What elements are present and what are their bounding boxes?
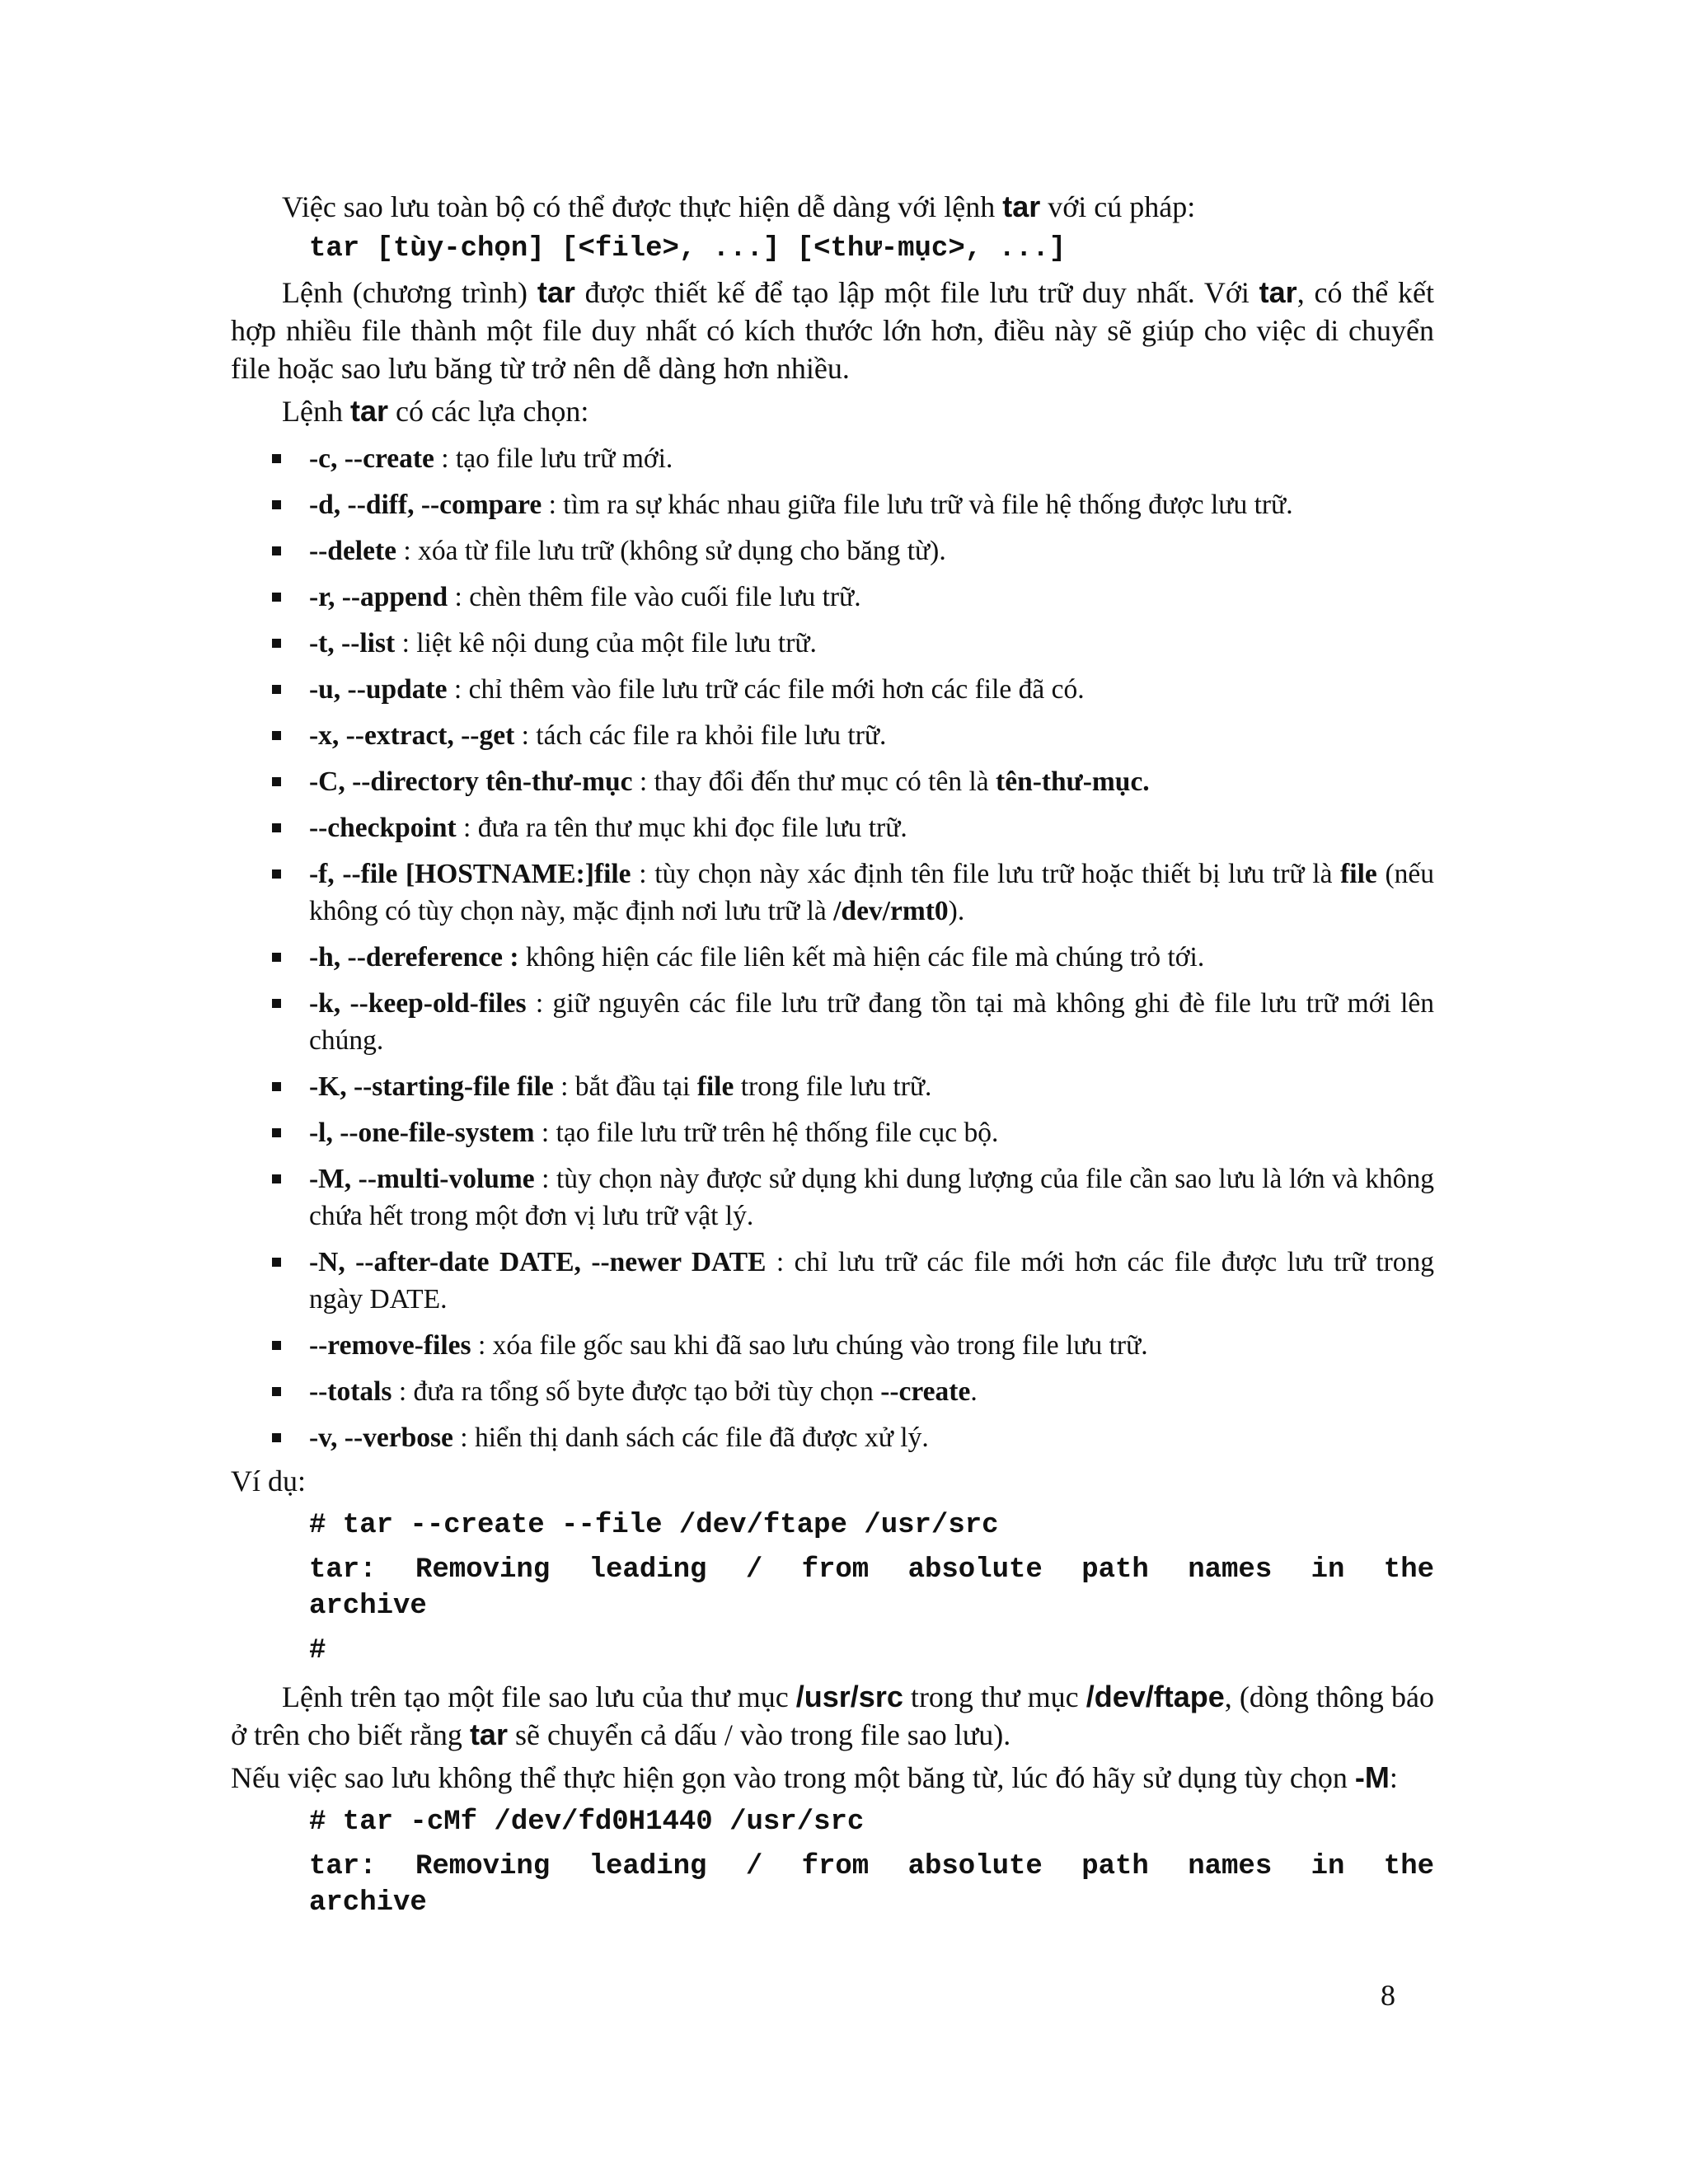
option-description: ). <box>948 896 965 926</box>
code-block-2 <box>309 1805 1434 1920</box>
code-message-wrap: archive <box>309 1591 427 1622</box>
option-description: : tạo file lưu trữ mới. <box>434 443 673 474</box>
option-name: -N, --after-date DATE, --newer DATE <box>309 1247 767 1277</box>
option-item <box>231 532 1434 569</box>
option-description: : liệt kê nội dung của một file lưu trữ. <box>395 628 817 658</box>
option-item <box>231 486 1434 523</box>
bullet-icon <box>272 454 281 463</box>
option-item <box>231 625 1434 662</box>
text-run: Lệnh <box>282 395 350 428</box>
option-name: file <box>696 1071 734 1102</box>
option-item <box>231 717 1434 754</box>
code-prompt: # <box>309 1635 326 1666</box>
option-name: /dev/rmt0 <box>833 896 949 926</box>
code-block-1 <box>309 1508 1434 1668</box>
options-list <box>231 440 1434 1456</box>
path-text: /usr/src <box>795 1680 903 1713</box>
code-word: path <box>1081 1851 1149 1882</box>
option-description: : bắt đầu tại <box>553 1071 697 1102</box>
page-number: 8 <box>1381 1979 1395 2012</box>
text-run: Lệnh trên tạo một file sao lưu của thư mục <box>282 1680 796 1713</box>
option-name: -h, --dereference : <box>309 942 519 972</box>
code-word: leading <box>588 1851 707 1882</box>
code-message <box>309 1849 1434 1884</box>
option-item <box>231 855 1434 930</box>
option-description: : tạo file lưu trữ trên hệ thống file cục bộ. <box>534 1118 999 1148</box>
option-description: trong file lưu trữ. <box>734 1071 932 1102</box>
syntax-line: tar [tùy-chọn] [<file>, ...] [<thư-mục>, ...] <box>309 233 1067 265</box>
text-run: Nếu việc sao lưu không thể thực hiện gọn vào trong một băng từ, lúc đó hãy sử dụng tùy chọn <box>231 1761 1355 1794</box>
text-run: , (dòng thông báo ở trên cho biết rằng <box>231 1680 1434 1751</box>
path-text: /dev/ftape <box>1085 1680 1225 1713</box>
text-run: Lệnh (chương trình) <box>282 276 537 309</box>
code-word: path <box>1081 1554 1149 1586</box>
option-description: : tìm ra sự khác nhau giữa file lưu trữ và file hệ thống được lưu trữ. <box>542 490 1293 520</box>
text-run: : <box>1389 1761 1398 1794</box>
document-page <box>231 188 1434 1930</box>
option-description: (nếu không có tùy chọn này, mặc định nơi lưu trữ là <box>309 859 1434 926</box>
option-name: -u, --update <box>309 674 448 705</box>
option-name: --create <box>880 1376 971 1407</box>
bullet-icon <box>272 953 281 962</box>
bullet-icon <box>272 869 281 879</box>
option-name: tên-thư-mục. <box>996 766 1150 797</box>
option-name: --totals <box>309 1376 392 1407</box>
option-name: --checkpoint <box>309 813 457 843</box>
option-name: -k, --keep-old-files <box>309 988 527 1019</box>
option-name: -M <box>1354 1760 1390 1794</box>
command-name: tar <box>349 394 388 428</box>
bullet-icon <box>272 1174 281 1183</box>
bullet-icon <box>272 1128 281 1137</box>
option-name: -t, --list <box>309 628 396 658</box>
text-run: sẽ chuyển cả dấu / vào trong file sao lưu). <box>507 1718 1011 1751</box>
code-word: leading <box>588 1554 707 1586</box>
text-run: có các lựa chọn: <box>388 395 589 428</box>
code-word: from <box>801 1851 870 1882</box>
option-name: --delete <box>309 536 397 566</box>
option-name: -v, --verbose <box>309 1422 453 1453</box>
option-name: -c, --create <box>309 443 434 474</box>
code-word: names <box>1188 1554 1273 1586</box>
bullet-icon <box>272 999 281 1008</box>
multivolume-paragraph <box>231 1759 1434 1797</box>
bullet-icon <box>272 777 281 786</box>
option-item <box>231 1244 1434 1318</box>
option-description: : đưa ra tên thư mục khi đọc file lưu trữ. <box>456 813 907 843</box>
text-run: trong thư mục <box>903 1680 1086 1713</box>
option-name: -C, --directory tên-thư-mục <box>309 766 633 797</box>
option-name: -d, --diff, --compare <box>309 490 542 520</box>
code-word: in <box>1311 1851 1345 1882</box>
bullet-icon <box>272 731 281 740</box>
code-word: / <box>745 1851 763 1882</box>
option-name: -r, --append <box>309 582 448 612</box>
option-description: : xóa từ file lưu trữ (không sử dụng cho băng từ). <box>396 536 946 566</box>
option-item <box>231 809 1434 846</box>
option-description: : đưa ra tổng số byte được tạo bởi tùy chọn <box>392 1376 881 1407</box>
option-description: : tùy chọn này xác định tên file lưu trữ hoặc thiết bị lưu trữ là <box>631 859 1341 889</box>
option-name: -x, --extract, --get <box>309 720 515 751</box>
option-item <box>231 1068 1434 1105</box>
code-word: / <box>745 1554 763 1586</box>
option-description: : tách các file ra khỏi file lưu trữ. <box>514 720 887 751</box>
code-word: absolute <box>907 1554 1043 1586</box>
description-paragraph <box>231 274 1434 387</box>
text-run: được thiết kế để tạo lập một file lưu trữ duy nhất. Với <box>574 276 1259 309</box>
option-description: : tùy chọn này được sử dụng khi dung lượng của file cần sao lưu là lớn và không chứa hết trong một đơn vị lưu trữ vật lý. <box>309 1164 1434 1231</box>
code-word: tar: <box>309 1554 377 1586</box>
bullet-icon <box>272 593 281 602</box>
code-message <box>309 1553 1434 1587</box>
bullet-icon <box>272 546 281 555</box>
option-description: : chèn thêm file vào cuối file lưu trữ. <box>448 582 861 612</box>
code-message-wrap: archive <box>309 1887 427 1919</box>
code-word: Removing <box>415 1554 551 1586</box>
code-word: the <box>1383 1554 1435 1586</box>
option-name: --remove-files <box>309 1330 471 1361</box>
command-name: tar <box>1002 190 1041 223</box>
command-name: tar <box>1259 275 1297 309</box>
bullet-icon <box>272 685 281 694</box>
command-name: tar <box>469 1718 508 1751</box>
bullet-icon <box>272 1258 281 1267</box>
text-run: , có thể kết hợp nhiều file thành một file duy nhất có kích thước lớn hơn, điều này sẽ giúp cho việc di chuyển file hoặc sao lưu băng từ trở nên dễ dàng hơn nhiều. <box>231 276 1434 385</box>
bullet-icon <box>272 823 281 832</box>
option-description: : giữ nguyên các file lưu trữ đang tồn tại mà không ghi đè file lưu trữ mới lên chúng. <box>309 988 1434 1056</box>
option-name: -K, --starting-file file <box>309 1071 554 1102</box>
code-word: tar: <box>309 1851 377 1882</box>
option-name: -l, --one-file-system <box>309 1118 535 1148</box>
explanation-paragraph <box>231 1678 1434 1754</box>
option-name: -M, --multi-volume <box>309 1164 535 1194</box>
option-item <box>231 985 1434 1059</box>
option-item <box>231 1419 1434 1456</box>
option-description: không hiện các file liên kết mà hiện các file mà chúng trỏ tới. <box>518 942 1205 972</box>
option-name: -f, --file [HOSTNAME:]file <box>309 859 631 889</box>
option-description: : hiển thị danh sách các file đã được xử lý. <box>452 1422 929 1453</box>
option-description: : thay đổi đến thư mục có tên là <box>632 766 996 797</box>
example-label: Ví dụ: <box>231 1465 307 1497</box>
code-word: the <box>1383 1851 1435 1882</box>
code-word: from <box>801 1554 870 1586</box>
code-word: absolute <box>907 1851 1043 1882</box>
option-description: : chỉ thêm vào file lưu trữ các file mới hơn các file đã có. <box>447 674 1085 705</box>
option-item <box>231 1114 1434 1151</box>
command-name: tar <box>537 275 575 309</box>
option-item <box>231 440 1434 477</box>
intro-paragraph <box>231 188 1434 226</box>
option-item <box>231 939 1434 976</box>
option-description: : xóa file gốc sau khi đã sao lưu chúng vào trong file lưu trữ. <box>471 1330 1148 1361</box>
options-intro <box>231 392 1434 430</box>
option-item <box>231 579 1434 616</box>
code-word: in <box>1311 1554 1345 1586</box>
bullet-icon <box>272 1387 281 1396</box>
code-command: # tar -cMf /dev/fd0H1440 /usr/src <box>309 1807 865 1838</box>
option-item <box>231 1327 1434 1364</box>
bullet-icon <box>272 1433 281 1442</box>
bullet-icon <box>272 1082 281 1091</box>
option-item <box>231 1160 1434 1235</box>
option-description: . <box>970 1376 978 1407</box>
text-run: với cú pháp: <box>1040 190 1196 223</box>
option-item <box>231 763 1434 800</box>
bullet-icon <box>272 1341 281 1350</box>
code-command: # tar --create --file /dev/ftape /usr/src <box>309 1510 999 1541</box>
bullet-icon <box>272 639 281 648</box>
option-name: file <box>1340 859 1377 889</box>
bullet-icon <box>272 500 281 509</box>
text-run: Việc sao lưu toàn bộ có thể được thực hiện dễ dàng với lệnh <box>282 190 1003 223</box>
code-word: names <box>1188 1851 1273 1882</box>
option-item <box>231 671 1434 708</box>
option-description: : chỉ lưu trữ các file mới hơn các file được lưu trữ trong ngày DATE. <box>309 1247 1434 1315</box>
option-item <box>231 1373 1434 1410</box>
code-word: Removing <box>415 1851 551 1882</box>
